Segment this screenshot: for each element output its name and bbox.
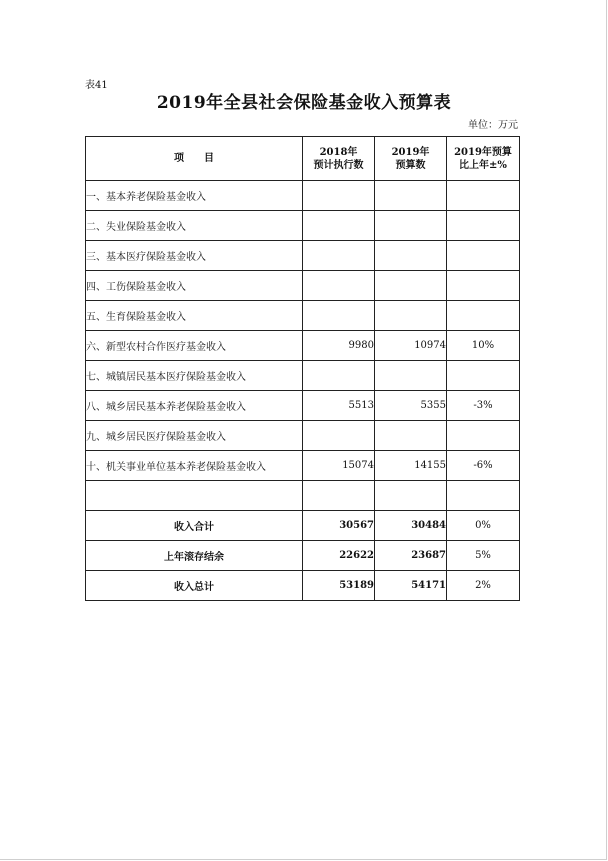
- row-pct: [447, 241, 520, 271]
- row-2019: [375, 481, 447, 511]
- total-row-income: [86, 511, 520, 541]
- row-item: 七、城镇居民基本医疗保险基金收入: [86, 361, 303, 391]
- row-2019: 10974: [375, 331, 447, 361]
- header-2019-line2: 预算数: [395, 159, 426, 171]
- row-item: 九、城乡居民医疗保险基金收入: [86, 421, 303, 451]
- row-item: 八、城乡居民基本养老保险基金收入: [86, 391, 303, 421]
- row-pct: [447, 421, 520, 451]
- page-title: 2019年全县社会保险基金收入预算表: [156, 93, 452, 113]
- row-pct: [447, 271, 520, 301]
- row-2019: [375, 181, 447, 211]
- total-2018: 53189: [303, 571, 375, 601]
- row-2019: [375, 241, 447, 271]
- total-2018: 22622: [303, 541, 375, 571]
- total-pct: 0%: [447, 511, 520, 541]
- table-row: [86, 181, 520, 211]
- row-pct: [447, 211, 520, 241]
- row-2019: 14155: [375, 451, 447, 481]
- header-2018-line1: 2018年: [319, 146, 358, 158]
- table-row: [86, 451, 520, 481]
- table-row: [86, 301, 520, 331]
- total-row-grand: [86, 571, 520, 601]
- row-2018: [303, 211, 375, 241]
- row-2019: [375, 301, 447, 331]
- budget-table: [85, 136, 520, 601]
- total-2018: 30567: [303, 511, 375, 541]
- row-2019: [375, 211, 447, 241]
- row-2019: [375, 271, 447, 301]
- table-number: 表41: [85, 80, 108, 91]
- total-row-carryover: [86, 541, 520, 571]
- total-pct: 5%: [447, 541, 520, 571]
- row-pct: -6%: [447, 451, 520, 481]
- row-pct: [447, 361, 520, 391]
- row-item: [86, 481, 303, 511]
- row-pct: 10%: [447, 331, 520, 361]
- row-pct: -3%: [447, 391, 520, 421]
- row-pct: [447, 301, 520, 331]
- row-item: 十、机关事业单位基本养老保险基金收入: [86, 451, 303, 481]
- table-row: [86, 391, 520, 421]
- unit-label: 单位：万元: [468, 120, 518, 131]
- table-row-empty: [86, 481, 520, 511]
- table-header-row: [86, 137, 520, 181]
- row-2019: [375, 361, 447, 391]
- total-item: 上年滚存结余: [86, 541, 303, 571]
- header-2018-line2: 预计执行数: [313, 159, 364, 171]
- table-row: [86, 331, 520, 361]
- header-change-pct: [447, 137, 520, 181]
- table-row: [86, 421, 520, 451]
- total-2019: 23687: [375, 541, 447, 571]
- row-item: 一、基本养老保险基金收入: [86, 181, 303, 211]
- row-pct: [447, 481, 520, 511]
- total-item: 收入合计: [86, 511, 303, 541]
- header-change-line1: 2019年预算: [454, 146, 512, 158]
- row-2018: 15074: [303, 451, 375, 481]
- row-2018: [303, 241, 375, 271]
- header-2018-estimate: [303, 137, 375, 181]
- total-item: 收入总计: [86, 571, 303, 601]
- row-item: 二、失业保险基金收入: [86, 211, 303, 241]
- table-row: [86, 241, 520, 271]
- row-2019: [375, 421, 447, 451]
- header-item: 项 目: [86, 137, 303, 181]
- table-row: [86, 271, 520, 301]
- row-item: 四、工伤保险基金收入: [86, 271, 303, 301]
- table-row: [86, 211, 520, 241]
- row-2018: 5513: [303, 391, 375, 421]
- total-2019: 30484: [375, 511, 447, 541]
- row-2018: [303, 271, 375, 301]
- row-2018: 9980: [303, 331, 375, 361]
- row-item: 三、基本医疗保险基金收入: [86, 241, 303, 271]
- row-2019: 5355: [375, 391, 447, 421]
- header-2019-budget: [375, 137, 447, 181]
- row-2018: [303, 301, 375, 331]
- row-2018: [303, 181, 375, 211]
- total-pct: 2%: [447, 571, 520, 601]
- row-2018: [303, 481, 375, 511]
- row-2018: [303, 361, 375, 391]
- header-change-line2: 比上年±%: [459, 159, 507, 171]
- row-item: 五、生育保险基金收入: [86, 301, 303, 331]
- table-row: [86, 361, 520, 391]
- row-pct: [447, 181, 520, 211]
- row-2018: [303, 421, 375, 451]
- total-2019: 54171: [375, 571, 447, 601]
- row-item: 六、新型农村合作医疗基金收入: [86, 331, 303, 361]
- header-2019-line1: 2019年: [391, 146, 430, 158]
